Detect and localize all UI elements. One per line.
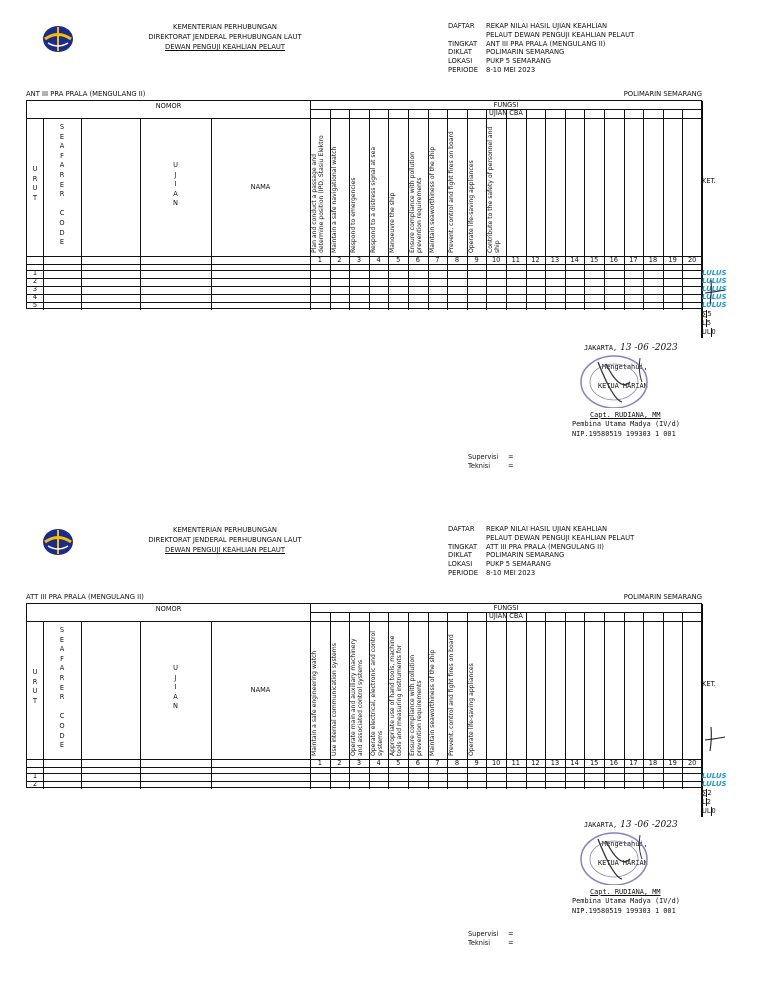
seafarer-code-header bbox=[43, 626, 81, 751]
supervisi-value: = bbox=[508, 453, 514, 461]
field-label: LOKASI bbox=[448, 57, 473, 66]
function-label: Contribute to the safety of personnel and ship bbox=[487, 126, 502, 253]
seafarer-code-header bbox=[43, 123, 81, 248]
field-label: TINGKAT bbox=[448, 39, 478, 48]
field-value: POLIMARIN SEMARANG bbox=[486, 48, 565, 57]
ujian-header-letter: A bbox=[173, 692, 178, 701]
function-column-number: 18 bbox=[648, 759, 658, 767]
col-rule bbox=[584, 109, 585, 310]
urut-header-letter: T bbox=[32, 696, 38, 705]
function-label: Manoeuvre the ship bbox=[389, 192, 397, 253]
function-column-number: 11 bbox=[511, 759, 520, 767]
function-column-number: 7 bbox=[435, 759, 440, 767]
function-label: Use internal communication systems bbox=[330, 643, 338, 756]
function-column-number: 12 bbox=[531, 759, 540, 767]
rule bbox=[27, 621, 702, 622]
function-label: Maintain seaworthiness of the ship bbox=[428, 146, 436, 253]
seafarer-code-header-letter bbox=[43, 703, 81, 713]
function-label: Prevent, control and fight fires on board bbox=[448, 131, 456, 253]
urut-header-letter: T bbox=[32, 193, 38, 202]
field-label: PERIODE bbox=[448, 65, 478, 74]
ujian-header-letter: U bbox=[173, 161, 178, 169]
function-label: Maintain a safe engineering watch bbox=[311, 650, 318, 756]
function-column-number: 13 bbox=[550, 256, 560, 264]
function-column-number: 10 bbox=[491, 256, 501, 264]
rule bbox=[27, 294, 701, 295]
sign-nip: NIP.19580519 199303 1 001 bbox=[572, 429, 676, 438]
function-column-number: 8 bbox=[454, 759, 460, 767]
seafarer-code-header-letter: A bbox=[59, 664, 65, 673]
summary-box bbox=[701, 309, 716, 338]
org-line-ministry: KEMENTERIAN PERHUBUNGAN bbox=[173, 23, 277, 31]
function-column-number: 3 bbox=[356, 256, 362, 264]
seafarer-code-header-letter: F bbox=[60, 654, 64, 663]
ujian-header-letter: I bbox=[174, 180, 177, 189]
seafarer-code-header-letter: A bbox=[59, 142, 65, 151]
function-column-number: 14 bbox=[570, 256, 579, 264]
seafarer-code-header-letter: S bbox=[59, 626, 65, 634]
supervisi-row bbox=[468, 453, 514, 462]
urut-header bbox=[27, 165, 43, 203]
seafarer-code-header-letter: E bbox=[59, 635, 65, 644]
function-column-number: 7 bbox=[435, 256, 440, 264]
col-rule bbox=[526, 109, 527, 310]
col-rule bbox=[81, 118, 82, 310]
function-column-number: 20 bbox=[687, 759, 697, 767]
function-column-number: 5 bbox=[396, 256, 401, 264]
row-number: 1 bbox=[32, 269, 38, 277]
urut-header-letter: U bbox=[32, 668, 38, 676]
fungsi-header: FUNGSI bbox=[493, 101, 519, 109]
row-number: 4 bbox=[32, 293, 38, 301]
supervisi-row bbox=[468, 930, 514, 939]
function-column-number: 1 bbox=[317, 256, 322, 264]
seafarer-code-header-letter: C bbox=[59, 712, 65, 721]
col-rule bbox=[565, 109, 566, 310]
urut-header-letter: U bbox=[32, 184, 38, 193]
seafarer-code-header-letter: C bbox=[59, 209, 65, 218]
summary-value: 5 bbox=[707, 310, 712, 318]
supervisi-row bbox=[468, 939, 514, 948]
function-column-number: 20 bbox=[687, 256, 697, 264]
seafarer-code-header-letter: R bbox=[59, 170, 65, 179]
function-column-number: 5 bbox=[396, 759, 401, 767]
field-value: POLIMARIN SEMARANG bbox=[486, 551, 565, 560]
row-number: 1 bbox=[32, 772, 38, 780]
seafarer-code-header-letter: R bbox=[59, 190, 65, 199]
ujian-header-letter: N bbox=[173, 702, 178, 711]
function-label: Prevent, control and fight fires on board bbox=[448, 634, 456, 756]
seafarer-code-header-letter bbox=[43, 200, 81, 210]
ujian-cba-header: UJIAN CBA bbox=[489, 612, 523, 620]
ujian-header bbox=[140, 161, 211, 209]
seafarer-code-header-letter: A bbox=[59, 161, 65, 170]
ujian-header-letter: I bbox=[174, 683, 177, 692]
function-column-number: 3 bbox=[356, 759, 362, 767]
summary-value: 0 bbox=[711, 328, 716, 336]
table-caption bbox=[26, 593, 702, 601]
function-column-number: 8 bbox=[454, 256, 460, 264]
field-label: TINGKAT bbox=[448, 542, 478, 551]
function-label: Operate main and auxiliary machinery and associated control systems bbox=[350, 638, 365, 756]
function-column-number: 19 bbox=[668, 256, 677, 264]
status-badge: LULUS bbox=[702, 772, 727, 780]
ujian-header-letter: J bbox=[174, 673, 177, 682]
function-column-number: 2 bbox=[337, 256, 342, 264]
supervisi-label: Teknisi bbox=[468, 939, 491, 947]
rule bbox=[27, 270, 701, 271]
caption-institution: POLIMARIN SEMARANG bbox=[623, 593, 702, 601]
seafarer-code-header-letter: E bbox=[59, 180, 65, 189]
summary-key: L bbox=[702, 319, 706, 327]
sign-place: JAKARTA, bbox=[584, 344, 618, 352]
daftar-line-2: PELAUT DEWAN PENGUJI KEAHLIAN PELAUT bbox=[486, 30, 635, 39]
seafarer-code-header-letter: E bbox=[59, 132, 65, 141]
summary-key: L bbox=[702, 798, 706, 806]
function-label: Operate life-saving appliances bbox=[467, 663, 475, 756]
sign-date: 13 -06 -2023 bbox=[617, 820, 678, 830]
function-column-number: 16 bbox=[609, 256, 618, 264]
col-rule bbox=[506, 109, 507, 310]
seafarer-code-header-letter: R bbox=[59, 673, 65, 682]
nomor-header: NOMOR bbox=[155, 605, 182, 613]
sign-place: JAKARTA, bbox=[584, 821, 618, 829]
field-value: ANT III PRA PRALA (MENGULANG II) bbox=[486, 39, 606, 48]
sign-mengetahui: Mengetahui, bbox=[602, 363, 648, 371]
seafarer-code-header-letter: S bbox=[59, 123, 65, 131]
summary-value: 2 bbox=[706, 798, 711, 806]
col-rule bbox=[211, 118, 212, 310]
rule bbox=[27, 278, 701, 279]
col-rule bbox=[643, 109, 644, 310]
seafarer-code-header-letter: E bbox=[59, 741, 65, 750]
function-label: Operate life-saving appliances bbox=[467, 160, 475, 253]
org-line-ministry: KEMENTERIAN PERHUBUNGAN bbox=[173, 526, 277, 534]
function-column-number: 11 bbox=[511, 256, 520, 264]
col-rule bbox=[663, 109, 664, 310]
ujian-header-letter: U bbox=[173, 664, 178, 672]
field-label: DIKLAT bbox=[448, 551, 472, 560]
rule bbox=[27, 118, 702, 119]
seafarer-code-header-letter: E bbox=[59, 238, 65, 247]
ket-header: KET. bbox=[702, 177, 716, 185]
org-line-directorate: DIREKTORAT JENDERAL PERHUBUNGAN LAUT bbox=[148, 536, 302, 544]
function-label: Plan and conduct a passage and determine position (IPD, Stasiu Elektro bbox=[311, 135, 325, 253]
fungsi-header: FUNGSI bbox=[493, 604, 519, 612]
daftar-label: DAFTAR bbox=[448, 525, 475, 533]
summary-value: 0 bbox=[711, 807, 716, 815]
col-rule bbox=[211, 621, 212, 789]
rule bbox=[27, 302, 701, 303]
summary-key: UL bbox=[702, 807, 711, 815]
function-column-number: 17 bbox=[629, 759, 638, 767]
field-value: PUKP 5 SEMARANG bbox=[486, 57, 551, 66]
nama-header: NAMA bbox=[250, 183, 271, 191]
sign-role: KETUA HARIAN bbox=[598, 382, 648, 390]
daftar-line-1: REKAP NILAI HASIL UJIAN KEAHLIAN bbox=[486, 525, 608, 533]
seafarer-code-header-letter: R bbox=[59, 693, 65, 702]
supervisi-row bbox=[468, 462, 514, 471]
status-badge: LULUS bbox=[702, 293, 727, 301]
function-column-number: 15 bbox=[589, 759, 599, 767]
col-rule bbox=[624, 109, 625, 310]
seafarer-code-header-letter: E bbox=[59, 683, 65, 692]
sign-rank: Pembina Utama Madya (IV/d) bbox=[572, 420, 680, 428]
urut-header bbox=[27, 668, 43, 706]
function-label: Respond to emergencies bbox=[350, 177, 358, 253]
caption-institution: POLIMARIN SEMARANG bbox=[623, 90, 702, 98]
col-rule bbox=[545, 109, 546, 310]
field-label: DIKLAT bbox=[448, 48, 472, 57]
report-info bbox=[448, 525, 634, 578]
score-table bbox=[26, 100, 727, 309]
status-badge: LULUS bbox=[702, 780, 727, 788]
table-caption bbox=[26, 90, 702, 98]
sign-name: Capt. RUDIANA, MM bbox=[590, 887, 661, 896]
field-value: ATT III PRA PRALA (MENGULANG II) bbox=[486, 542, 604, 551]
handwritten-tick-icon bbox=[703, 278, 727, 306]
function-column-number: 13 bbox=[550, 759, 560, 767]
official-stamp-icon bbox=[578, 829, 656, 885]
row-number: 3 bbox=[32, 285, 38, 293]
supervisi-label: Supervisi bbox=[468, 930, 499, 938]
sign-nip: NIP.19580519 199303 1 001 bbox=[572, 906, 676, 915]
seafarer-code-header-letter: F bbox=[60, 151, 64, 160]
org-header bbox=[130, 22, 320, 52]
function-label: Maintain a safe navigational watch bbox=[330, 146, 338, 253]
status-badge: LULUS bbox=[702, 269, 727, 277]
supervisi-value: = bbox=[508, 939, 514, 947]
urut-header-letter: U bbox=[32, 165, 38, 173]
function-column-number: 16 bbox=[609, 759, 618, 767]
function-column-number: 15 bbox=[589, 256, 599, 264]
daftar-label: DAFTAR bbox=[448, 22, 475, 30]
function-label: Respond to a distress signal at sea bbox=[369, 146, 377, 253]
status-badge: LULUS bbox=[702, 301, 727, 309]
field-value: 8-10 MEI 2023 bbox=[486, 65, 536, 74]
function-column-number: 10 bbox=[491, 759, 501, 767]
ujian-header bbox=[140, 664, 211, 712]
row-number: 2 bbox=[32, 780, 38, 788]
function-column-number: 4 bbox=[376, 759, 381, 767]
col-rule bbox=[604, 109, 605, 310]
rule bbox=[27, 286, 701, 287]
rule bbox=[27, 767, 701, 768]
function-column-number: 19 bbox=[668, 759, 677, 767]
ujian-header-letter: A bbox=[173, 189, 178, 198]
ministry-logo-icon bbox=[42, 24, 74, 54]
sign-name: Capt. RUDIANA, MM bbox=[590, 410, 661, 419]
summary-value: 2 bbox=[707, 789, 712, 797]
nomor-header: NOMOR bbox=[155, 102, 182, 110]
function-column-number: 6 bbox=[415, 759, 420, 767]
function-column-number: 1 bbox=[317, 759, 322, 767]
summary-value: 5 bbox=[706, 319, 711, 327]
row-number: 5 bbox=[32, 301, 38, 309]
sign-date: 13 -06 -2023 bbox=[617, 343, 678, 353]
col-rule bbox=[81, 621, 82, 789]
urut-header-letter: R bbox=[32, 677, 38, 686]
function-column-number: 18 bbox=[648, 256, 658, 264]
handwritten-tick-icon bbox=[703, 725, 727, 753]
seafarer-code-header-letter: O bbox=[59, 218, 65, 227]
seafarer-code-header-letter: O bbox=[59, 721, 65, 730]
field-value: 8-10 MEI 2023 bbox=[486, 568, 536, 577]
rule bbox=[27, 781, 701, 782]
status-badge: LULUS bbox=[702, 285, 727, 293]
supervisi-label: Supervisi bbox=[468, 453, 499, 461]
daftar-line-1: REKAP NILAI HASIL UJIAN KEAHLIAN bbox=[486, 22, 608, 30]
ujian-header-letter: J bbox=[174, 170, 177, 179]
field-label: PERIODE bbox=[448, 568, 478, 577]
function-column-number: 17 bbox=[629, 256, 638, 264]
seafarer-code-header-letter: A bbox=[59, 645, 65, 654]
rule bbox=[27, 773, 701, 774]
summary-key: UL bbox=[702, 328, 711, 336]
function-column-number: 9 bbox=[474, 256, 479, 264]
ujian-header-letter: N bbox=[173, 199, 178, 208]
function-column-number: 4 bbox=[376, 256, 381, 264]
function-label: Maintain seaworthiness of the ship bbox=[428, 649, 436, 756]
sign-rank: Pembina Utama Madya (IV/d) bbox=[572, 897, 680, 905]
status-badge: LULUS bbox=[702, 277, 727, 285]
function-label: Operate electrical, electronic and control systems bbox=[369, 631, 384, 756]
function-column-number: 14 bbox=[570, 759, 579, 767]
report-info bbox=[448, 22, 634, 75]
summary-key: ∑ bbox=[702, 310, 707, 318]
daftar-line-2: PELAUT DEWAN PENGUJI KEAHLIAN PELAUT bbox=[486, 533, 635, 542]
summary-box bbox=[701, 788, 716, 817]
row-number: 2 bbox=[32, 277, 38, 285]
field-label: LOKASI bbox=[448, 560, 473, 569]
urut-header-letter: U bbox=[32, 687, 38, 696]
org-header bbox=[130, 525, 320, 555]
org-line-board: DEWAN PENGUJI KEAHLIAN PELAUT bbox=[165, 546, 285, 554]
sign-role: KETUA HARIAN bbox=[598, 859, 648, 867]
seafarer-code-header-letter: D bbox=[59, 731, 65, 740]
score-table bbox=[26, 603, 727, 788]
function-column-number: 2 bbox=[337, 759, 342, 767]
caption-level: ANT III PRA PRALA (MENGULANG II) bbox=[26, 90, 146, 98]
supervisi-block bbox=[468, 930, 514, 948]
function-label: Ensure compliance with pollution prevention requirements bbox=[409, 151, 423, 253]
supervisi-label: Teknisi bbox=[468, 462, 491, 470]
caption-level: ATT III PRA PRALA (MENGULANG II) bbox=[26, 593, 144, 601]
supervisi-block bbox=[468, 453, 514, 471]
field-value: PUKP 5 SEMARANG bbox=[486, 560, 551, 569]
sign-mengetahui: Mengetahui, bbox=[602, 840, 648, 848]
supervisi-value: = bbox=[508, 462, 514, 470]
function-column-number: 6 bbox=[415, 256, 420, 264]
seafarer-code-header-letter: D bbox=[59, 228, 65, 237]
col-rule bbox=[140, 118, 141, 310]
urut-header-letter: R bbox=[32, 174, 38, 183]
col-rule bbox=[682, 109, 683, 310]
org-line-directorate: DIREKTORAT JENDERAL PERHUBUNGAN LAUT bbox=[148, 33, 302, 41]
supervisi-value: = bbox=[508, 930, 514, 938]
function-label: Appropriate use of hand tools, machine tools and measuring instruments for bbox=[389, 635, 404, 756]
function-column-number: 9 bbox=[474, 759, 479, 767]
ministry-logo-icon bbox=[42, 527, 74, 557]
official-stamp-icon bbox=[578, 352, 656, 408]
nama-header: NAMA bbox=[250, 686, 271, 694]
org-line-board: DEWAN PENGUJI KEAHLIAN PELAUT bbox=[165, 43, 285, 51]
function-label: Ensure compliance with pollution prevention requirements bbox=[409, 654, 423, 756]
ket-header: KET. bbox=[702, 680, 716, 688]
function-column-number: 12 bbox=[531, 256, 540, 264]
ujian-cba-header: UJIAN CBA bbox=[489, 109, 523, 117]
rule bbox=[27, 264, 701, 265]
summary-key: ∑ bbox=[702, 789, 707, 797]
